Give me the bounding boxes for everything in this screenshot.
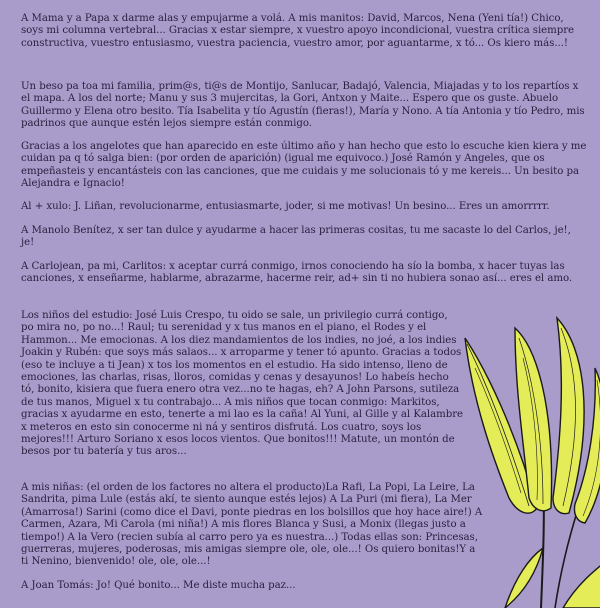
paragraph-linan: Al + xulo: J. Liñan, revolucionarme, entusiasmarte, joder, si me motivas! Un besino... Eres un amorrrrr. [21,201,550,212]
paragraph-ninas: A mis niñas: (el orden de los factores no altera el producto)La Rafi, La Popi, La Leire, La Sandrita, pima Lule (estás akí, te siento aunque estés lejos) A La Puri (mi fiera), La Mer (Amarrosa!) Sarini (como dice el Davi, ponte piedras en los bolsillos que hoy hace aire!) A Carmen, Azara, Mi Carola (mi niña!) A mis flores Blanca y Susi, a Monix (llegas justo a tiempo!) A la Vero (recien subía al carro pero ya es nuestra...) Todas ellas son: Princesas, guerreras, mujeres, poderosas, mis amigas siempre ole, ole, ole...! Os quiero bonitas!Y a ti Nenino, bienvenido! ole, ole, ole...! [21,482,483,568]
paragraph-manolo: A Manolo Benítez, x ser tan dulce y ayudarme a hacer las primeras cositas, tu me sacaste lo del Carlos, je!, je! [21,225,571,249]
flower-illustration [445,308,600,608]
paragraph-carlojean: A Carlojean, pa mi, Carlitos: x aceptar currá conmigo, irnos conociendo ha sío la bomba, x hacer tuyas las canciones, x enseñarme, hablarme, abrazarme, hacerme reir, ad+ sin ti no hubiera sonao así... eres el amo. [21,261,573,285]
paragraph-family: A Mama y a Papa x darme alas y empujarme a volá. A mis manitos: David, Marcos, Nena (Yeni tía!) Chico, soys mi columna vertebral... Gracias x estar siempre, x vuestro apoyo incondicional, vuestra crítica siempre constructiva, vuestro entusiasmo, vuestra paciencia, vuestro amor, por aguantarme, x tó... Os kiero más...! [21,13,575,49]
paragraph-angels: Gracias a los angelotes que han aparecido en este último año y han hecho que esto lo escuche kien kiera y me cuidan pa q tó salga bien: (por orden de aparición) (igual me equivoco.) José Ramón y Angeles, que os empeñasteis y encantásteis con las canciones, que me cuidais y me solucionais tó y me kereis... Un besito pa Alejandra e Ignacio! [21,141,587,190]
paragraph-relatives: Un beso pa toa mi familia, prim@s, ti@s de Montijo, Sanlucar, Badajó, Valencia, Miajadas y to los repartíos x el mapa. A los del norte; Manu y sus 3 mujercitas, la Gori, Antxon y Maite... Espero que os guste. Abuelo Guillermo y Elena otro besito. Tía Isabelita y tío Agustín (fieras!), María y Nono. A tía Antonia y tío Pedro, mis padrinos que aunque estén lejos siempre están conmigo. [21,81,585,130]
paragraph-joan: A Joan Tomás: Jo! Qué bonito... Me diste mucha paz... [21,580,296,591]
paragraph-studio: Los niños del estudio: José Luis Crespo, tu oido se sale, un privilegio currá contigo, po mira no, po no...! Raul; tu serenidad y x tus manos en el piano, el Rodes y el Hammon... Me emocionas. A los diez mandamientos de los indies, no joé, a los indies Joakin y Rubén: que soys más salaos... x arroparme y tener tó apunto. Gracias a todos (eso te incluye a ti Jean) x tos los momentos en el estudio. Ha sido intenso, lleno de emociones, las charlas, risas, lloros, comidas y cenas y desayunos! Lo habeís hecho tó, bonito, kisiera que fuera enero otra vez...no te hagas, eh? A John Parsons, sutileza de tus manos, Miguel x tu contrabajo... A mis niños que tocan conmigo: Markitos, gracias x ayudarme en esto, tenerte a mi lao es la caña! Al Yuni, al Gille y al Kalambre x meteros en esto sin conocerme ni ná y sentiros disfrutá. Los cuatro, soys los mejores!!! Arturo Soriano x esos locos vientos. Que bonitos!!! Matute, un montón de besos por tu batería y tus aros... [21,310,464,458]
